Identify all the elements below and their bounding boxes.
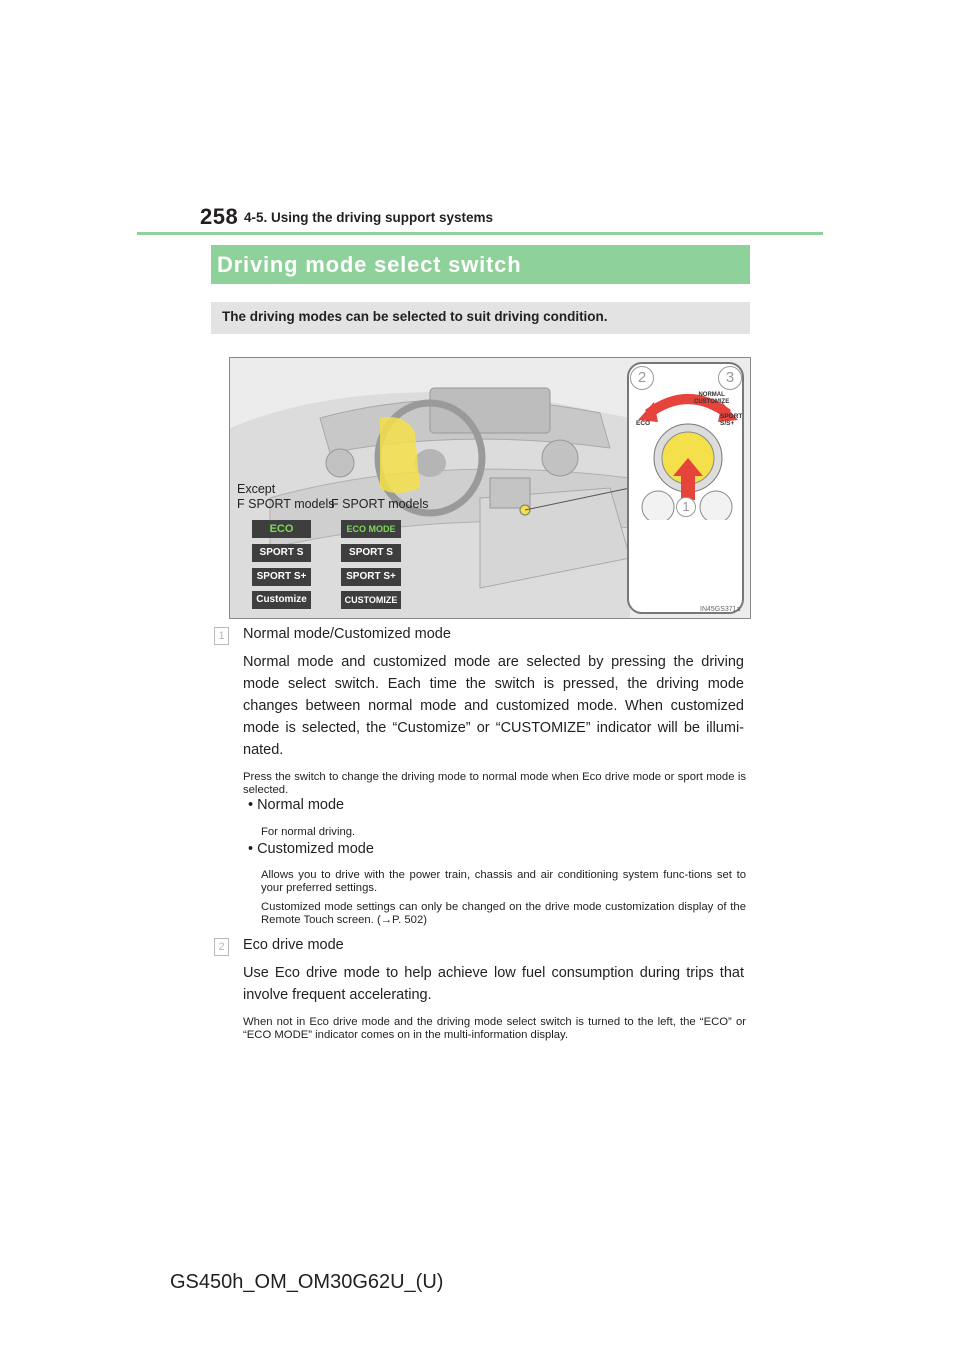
item-2-note: When not in Eco drive mode and the driving mode select switch is turned to the left, the “ECO” or “ECO MODE” indicator comes on in the multi-information display. [243,1016,746,1041]
callout-3-icon: 3 [718,366,742,390]
indicator-sport-s-plus: SPORT S+ [252,568,311,586]
page-title: Driving mode select switch [217,252,522,277]
indicator-fsport-sport-s: SPORT S [341,544,401,562]
callout-1-icon: 1 [676,497,696,517]
section-title: 4-5. Using the driving support systems [244,210,494,225]
eco-label: ECO [636,420,651,427]
item-1-heading: Normal mode/Customized mode [243,626,451,642]
indicator-fsport-customize: CUSTOMIZE [341,591,401,609]
indicator-eco: ECO [252,520,311,538]
normal-customize-label: NORMAL CUSTOMIZE [694,392,730,405]
except-fsport-header: Except F SPORT models [237,482,335,511]
item-1-note: Press the switch to change the driving mode to normal mode when Eco drive mode or sport mode is selected. [243,771,746,796]
bullet-customized-mode-note-2: Customized mode settings can only be changed on the drive mode customization display of the Remote Touch screen. (→P. 502) [261,901,746,926]
bullet-normal-mode-note: For normal driving. [261,826,356,838]
bullet-customized-mode: • Customized mode [248,841,374,857]
indicator-customize: Customize [252,591,311,609]
item-1-badge: 1 [214,626,229,645]
bullet-normal-mode: • Normal mode [248,797,345,813]
header-divider [137,232,823,235]
bullet-customized-mode-note: Allows you to drive with the power train, chassis and air conditioning system func-tions set to your preferred settings. [261,869,746,894]
page-number: 258 [200,204,239,229]
indicator-sport-s: SPORT S [252,544,311,562]
item-2-heading: Eco drive mode [243,937,344,953]
callout-2-icon: 2 [630,366,654,390]
item-2-body: Use Eco drive mode to help achieve low fuel consumption during trips that involve frequent accelerating. [243,965,744,1003]
document-footer: GS450h_OM_OM30G62U_(U) [170,1271,444,1293]
figure-code: IN45GS371a [700,606,741,613]
intro-text: The driving modes can be selected to suit driving condition. [222,309,608,324]
item-2-badge: 2 [214,937,229,956]
indicator-eco-mode: ECO MODE [341,520,401,538]
indicator-fsport-sport-s-plus: SPORT S+ [341,568,401,586]
item-1-body: Normal mode and customized mode are selected by pressing the driving mode select switch. Each time the switch is pressed, the driving mode changes between normal mode and customized mode. When customized mode is selected, the “Customize” or “CUSTOMIZE” indicator will be illumi-nated. [243,654,744,758]
sport-label: SPORT S/S+ [720,413,743,427]
fsport-header: F SPORT models [331,497,429,511]
